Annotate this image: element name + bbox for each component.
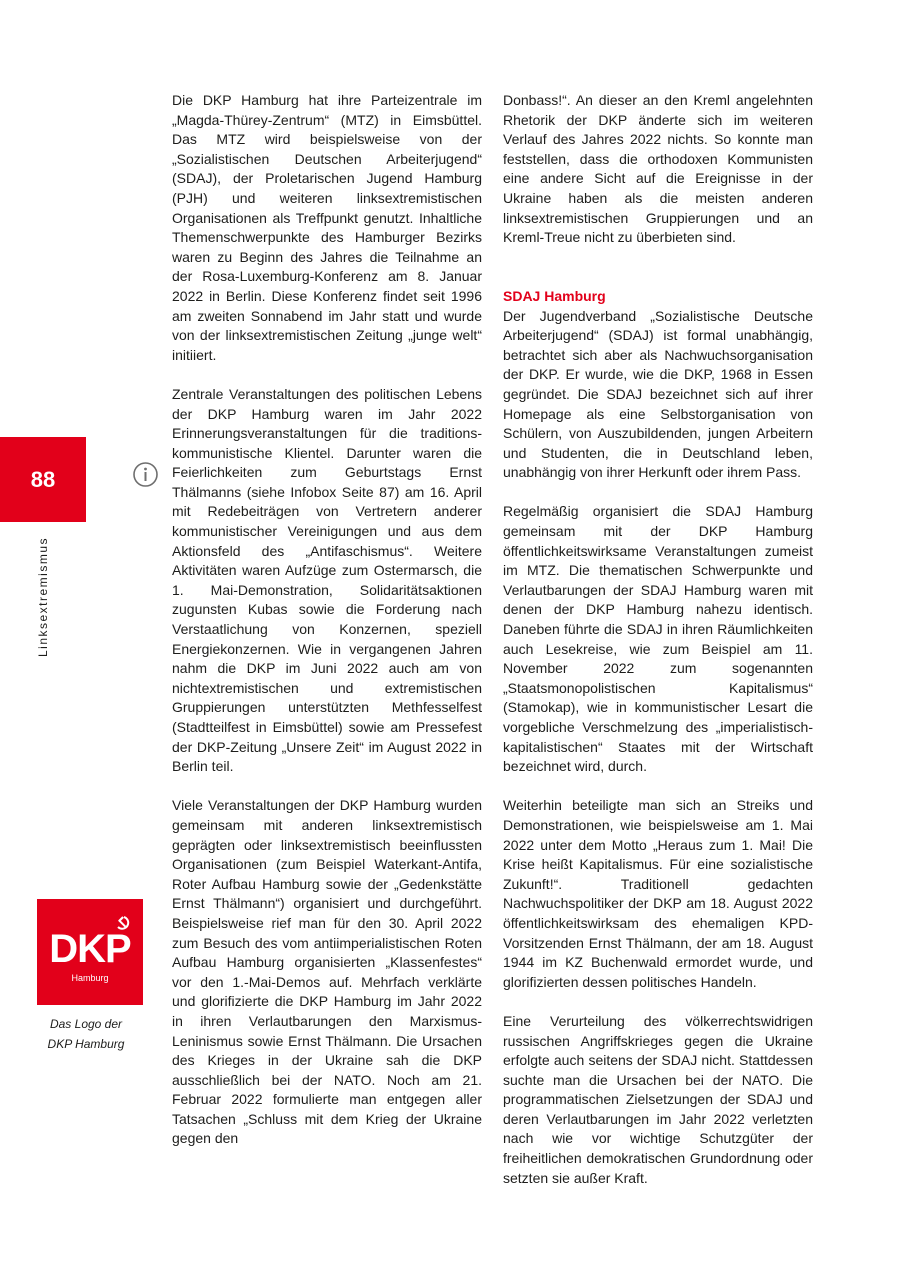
info-icon	[132, 461, 159, 488]
paragraph: Viele Veranstaltungen der DKP Hamburg wurden gemeinsam mit anderen linksextremistisch geprägten oder linksextremistisch beeinflussten Organisationen (zum Beispiel Waterkant-Antifa, Roter Aufbau Hamburg sowie der „Gedenkstätte Ernst Thälmann“) organisiert und durchgeführt. Beispielsweise rief man für den 30. April 2022 zum Besuch des vom antiimperialistischen Roten Aufbau Hamburg organisierten „Klassenfestes“ vor den 1.-Mai-Demos auf. Mehrfach verklärte und glorifizierte die DKP Hamburg im Jahr 2022 in ihren Verlautbarungen den Marxismus-Leninismus sowie Ernst Thälmann. Die Ursachen des Krieges in der Ukraine sah die DKP ausschließlich bei der NATO. Noch am 21. Februar 2022 formulierte man entgegen aller Tatsachen „Schluss mit dem Krieg der Ukraine gegen den	[172, 797, 482, 1147]
paragraph: Die DKP Hamburg hat ihre Parteizentrale im „Magda-Thürey-Zentrum“ (MTZ) in Eimsbüttel. Das MTZ wird beispielsweise von der „Sozialistischen Deutschen Arbeiterjugend“ (SDAJ), der Proletarischen Jugend Hamburg (PJH) und weiteren linksextremistischen Organisationen als Treffpunkt genutzt. Inhaltliche Themenschwerpunkte des Hamburger Bezirks waren zu Beginn des Jahres die Teilnahme an der Rosa-Luxemburg-Konferenz am 8. Januar 2022 in Berlin. Diese Konferenz findet seit 1996 am zweiten Sonnabend im Jahr statt und wurde von der linksextremistischen Zeitung „junge welt“ initiiert.	[172, 92, 482, 363]
paragraph: Eine Verurteilung des völkerrechtswidrigen russischen Angriffskrieges gegen die Ukraine erfolgte auch seitens der SDAJ nicht. Stattdessen suchte man die Ursachen bei der NATO. Die programmatischen Zielsetzungen der SDAJ und deren Verlautbarungen im Jahr 2022 verletzten nach wie vor wichtige Schutzgüter der freiheitlichen demokratischen Grundordnung oder setzten sie außer Kraft.	[503, 1012, 813, 1186]
paragraph: Regelmäßig organisiert die SDAJ Hamburg gemeinsam mit der DKP Hamburg öffentlichkeitswirksame Veranstaltungen zumeist im MTZ. Die thematischen Schwerpunkte und Verlautbarungen der SDAJ Hamburg waren mit denen der DKP Hamburg nahezu identisch. Daneben führte die SDAJ in ihren Räumlichkeiten auch Lesekreise, wie zum Beispiel am 11. November 2022 zum sogenannten „Staatsmonopolistischen Kapitalismus“ (Stamokap), wie in kommunistischer Lesart die vorgebliche Verschmelzung des „imperialistisch-kapitalistischen“ Staates mit der Wirtschaft bezeichnet wird, durch.	[503, 503, 813, 775]
page-number: 88	[30, 466, 56, 492]
paragraph: Der Jugendverband „Sozialistische Deutsche Arbeiterjugend“ (SDAJ) ist formal unabhängig, betrachtet sich aber als Nachwuchsorganisation der DKP. Er wurde, wie die DKP, 1968 in Essen gegründet. Die SDAJ bezeichnet sich auf ihrer Homepage als eine Selbstorganisation von Schülern, von Auszubildenden, jungen Arbeitern und Studenten, die in Deutschland leben, unabhängig von ihrer Herkunft oder ihrem Pass.	[503, 307, 813, 481]
paragraph: Zentrale Veranstaltungen des politischen Lebens der DKP Hamburg waren im Jahr 2022 Erinnerungsveranstaltungen für die traditions-kommunistische Klientel. Darunter waren die Feierlichkeiten zum Geburtstags Ernst Thälmanns (siehe Infobox Seite 87) am 16. April mit Redebeiträgen von Vertretern anderer kommunistischer Vereinigungen und aus dem Aktionsfeld des „Antifaschismus“. Weitere Aktivitäten waren Aufzüge zum Ostermarsch, die 1. Mai-Demonstration, Solidaritätsaktionen zugunsten Kubas sowie die Forderung nach Verstaatlichung von Konzernen, speziell Energiekonzernen. Wie in vergangenen Jahren nahm die DKP im Juni 2022 auch am von nichtextremistischen und extremistischen Gruppierungen unterstützten Methfesselfest (Stadtteilfest in Eimsbüttel) sowie am Pressefest der DKP-Zeitung „Unsere Zeit“ im August 2022 in Berlin teil.	[172, 385, 482, 775]
section-label: Linksextremismus	[36, 536, 50, 658]
paragraph: Weiterhin beteiligte man sich an Streiks und Demonstrationen, wie beispielsweise am 1. Mai 2022 unter dem Motto „Heraus zum 1. Mai! Die Krise heißt Kapitalismus. Für eine sozialistische Zukunft!“. Traditionell gedachten Nachwuchspolitiker der DKP am 18. August 2022 öffentlichkeitswirksam des ehemaligen KPD-Vorsitzenden Ernst Thälmann, der am 18. August 1944 im KZ Buchenwald ermordet wurde, und glorifizierten dessen politisches Handeln.	[503, 797, 813, 990]
logo-caption-line-1: Das Logo der	[49, 1017, 123, 1031]
spacer	[503, 267, 813, 287]
paragraph: Donbass!“. An dieser an den Kreml angelehnten Rhetorik der DKP änderte sich im weiteren Verlauf des Jahres 2022 nichts. So konnte man feststellen, dass die orthodoxen Kommunisten eine andere Sicht auf die Ereignisse in der Ukraine haben als die meisten anderen linksextremistischen Gruppierungen und an Kreml-Treue nicht zu überbieten sind.	[503, 92, 813, 246]
logo-subtext: Hamburg	[71, 973, 109, 983]
left-column	[172, 91, 482, 1169]
logo-caption-line-2: DKP Hamburg	[47, 1037, 125, 1051]
dkp-logo	[37, 899, 143, 1005]
logo-caption	[30, 1014, 142, 1054]
right-column	[503, 91, 813, 1208]
logo-text: DKP	[49, 927, 131, 971]
page-number-tab	[0, 437, 86, 522]
subheading-sdaj: SDAJ Hamburg	[503, 287, 606, 304]
